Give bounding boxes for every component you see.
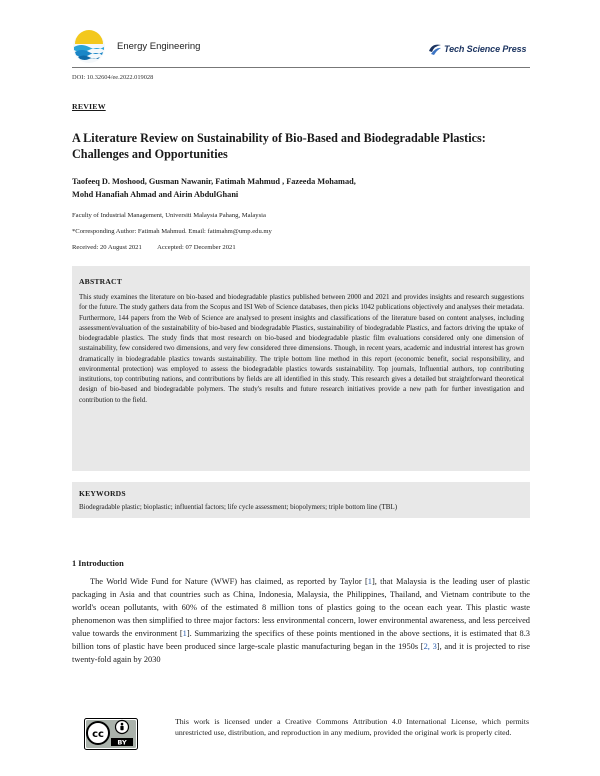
text-run: ], that Malaysia is the leading user of plastic packaging in Asia and that countries such as China, Indonesia, Malaysia, the Philippines, Thailand, and Vietnam contribute to the world's ocean pollutants, with 60% of the estimated 8 million tons of plastics going to the ocean each year. This plastic waste phenomenon was then simplified to three major factors: less environmental concern, lower environmental awareness, and less perceived value towards the environment [ [72, 577, 531, 638]
publisher-logo [428, 40, 526, 58]
author-list [72, 176, 492, 201]
journal-logo-icon [72, 30, 106, 64]
text-run: The World Wide Fund for Nature (WWF) has claimed, as reported by Taylor [ [90, 577, 368, 586]
citation-link[interactable]: 1 [367, 577, 372, 586]
header-divider [72, 67, 530, 68]
authors-line-2: Mohd Hanafiah Ahmad and Airin AbdulGhani [72, 189, 239, 199]
license-statement: This work is licensed under a Creative Commons Attribution 4.0 International License, which permits unrestricted use, distribution, and reproduction in any medium, provided the original work is properly cited. [175, 717, 529, 737]
accepted-date: Accepted: 07 December 2021 [157, 244, 236, 251]
citation-link[interactable]: 1 [182, 628, 187, 638]
text-run: ]. Summarizing the specifics of these points mentioned in the above sections, it is estimated that 8.3 billion tons of plastic have been produced since large-scale plastic manufacturing began in the 1950s [ [72, 628, 530, 651]
affiliation: Faculty of Industrial Management, Universiti Malaysia Pahang, Malaysia [72, 212, 266, 219]
publisher-swoosh-icon [428, 42, 442, 56]
cc-by-label: BY [117, 738, 127, 747]
abstract-text: This study examines the literature on bio-based and biodegradable plastics published between 2000 and 2021 and provides insights and research suggestions for the future. The study gathers data from the Scopus and ISI Web of Science databases, then picks 1042 publications objectively and analyses their metadata. Furthermore, 144 papers from the Web of Science are analysed to present insights and classifications of the literature based on content analyses, including assessment/evaluation of the sustainability of bio-based and biodegradable Plastics, sustainability of biodegradable Plastics, and factors driving the uptake of biodegradable plastics. The study finds that most research on bio-based and biodegradable plastic film evaluations considered only one dimension of sustainability, few considered two dimensions, and very few considered three dimensions. Though, in recent years, academic and industrial interest has grown dramatically in biodegradable plastics towards sustainability. The triple bottom line method in this report (economic benefit, social responsibility, and environmental protection) was employed to assess the biodegradable plastics towards sustainability. Top journals, Influential authors, top contributing institutions, top contributing nations, and contributions by fields are all identified in this study. This research gives a detailed but straightforward theoretical design of bio-based and biodegradable polymers. The study's results and future research initiatives provide a new path for further investigation and contribution to the field. [79, 293, 524, 404]
publisher-name: Tech Science Press [444, 44, 527, 54]
journal-name: Energy Engineering [117, 41, 201, 52]
creative-commons-license-icon[interactable] [84, 718, 138, 750]
introduction-paragraph [72, 576, 530, 667]
keywords-heading: KEYWORDS [79, 489, 126, 498]
article-title: A Literature Review on Sustainability of Bio-Based and Biodegradable Plastics: Challenges and Opportunities [72, 131, 486, 161]
received-date: Received: 20 August 2021 [72, 244, 142, 251]
keywords-text: Biodegradable plastic; bioplastic; influential factors; life cycle assessment; biopolymers; triple bottom line (TBL) [79, 503, 398, 511]
citation-link[interactable]: 2, 3 [423, 641, 437, 651]
article-type-label: REVIEW [72, 102, 106, 111]
text-run: ], and it is projected to rise twenty-fold again by 2030 [72, 641, 531, 664]
corresponding-author: *Corresponding Author: Fatimah Mahmud. Email: fatimahm@ump.edu.my [72, 228, 272, 235]
introduction-body [72, 576, 530, 667]
keywords-box [72, 482, 530, 518]
abstract-box [72, 266, 530, 471]
abstract-heading: ABSTRACT [79, 277, 122, 286]
doi-link[interactable]: DOI: 10.32604/ee.2022.019028 [72, 74, 154, 81]
authors-line-1: Taofeeq D. Moshood, Gusman Nawanir, Fatimah Mahmud , Fazeeda Mohamad, [72, 177, 356, 186]
svg-text:cc: cc [92, 729, 104, 740]
section-heading-introduction: 1 Introduction [72, 559, 124, 568]
article-dates [72, 244, 250, 251]
